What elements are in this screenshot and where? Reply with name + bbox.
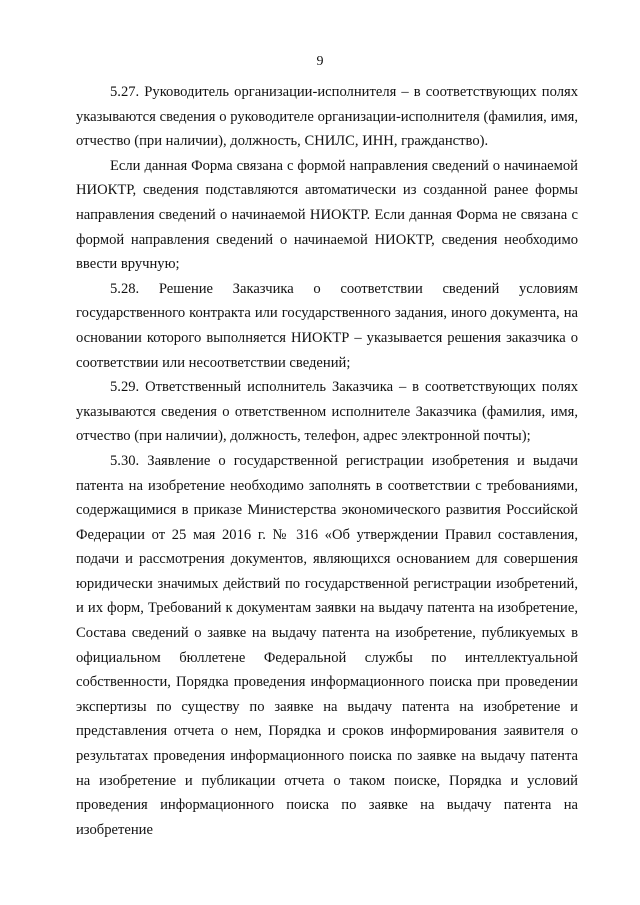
paragraph-5-29: 5.29. Ответственный исполнитель Заказчика – в соответствующих полях указываются сведения о ответственном исполнителе Заказчика (фамилия, имя, отчество (при наличии), должность, телефон, адрес электронной почты); bbox=[76, 379, 578, 445]
paragraph-5-28: 5.28. Решение Заказчика о соответствии сведений условиям государственного контракта или государственного задания, иного документа, на основании которого выполняется НИОКТР – указывается решения заказчика о соответствии или несоответствии сведений; bbox=[76, 280, 578, 371]
paragraph-5-27-note: Если данная Форма связана с формой направления сведений о начинаемой НИОКТР, сведения подставляются автоматически из созданной ранее формы направления сведений о начинаемой НИОКТР. Если данная Форма не связана с формой направления сведений о начинаемой НИОКТР, сведения необходимо ввести вручную; bbox=[76, 157, 578, 273]
page-number: 9 bbox=[316, 54, 324, 69]
paragraph-5-27: 5.27. Руководитель организации-исполнителя – в соответствующих полях указываются сведения о руководителе организации-исполнителя (фамилия, имя, отчество (при наличии), должность, СНИЛС, ИНН, гражданство). bbox=[76, 84, 578, 150]
paragraph-5-30: 5.30. Заявление о государственной регистрации изобретения и выдачи патента на изобретение необходимо заполнять в соответствии с требованиями, содержащимися в приказе Министерства экономического развития Российской Федерации от 25 мая 2016 г. № 316 «Об утверждении Правил составления, подачи и рассмотрения документов, являющихся основанием для совершения юридически значимых действий по государственной регистрации изобретений, и их форм, Требований к документам заявки на выдачу патента на изобретение, Состава сведений о заявке на выдачу патента на изобретение, публикуемых в официальном бюллетене Федеральной службы по интеллектуальной собственности, Порядка проведения информационного поиска при проведении экспертизы по существу по заявке на выдачу патента на изобретение и представления отчета о нем, Порядка и сроков информирования заявителя о результатах проведения информационного поиска по заявке на выдачу патента на изобретение и публикации отчета о таком поиске, Порядка и условий проведения информационного поиска по заявке на выдачу патента на изобретение bbox=[76, 452, 578, 838]
document-body bbox=[76, 80, 578, 842]
